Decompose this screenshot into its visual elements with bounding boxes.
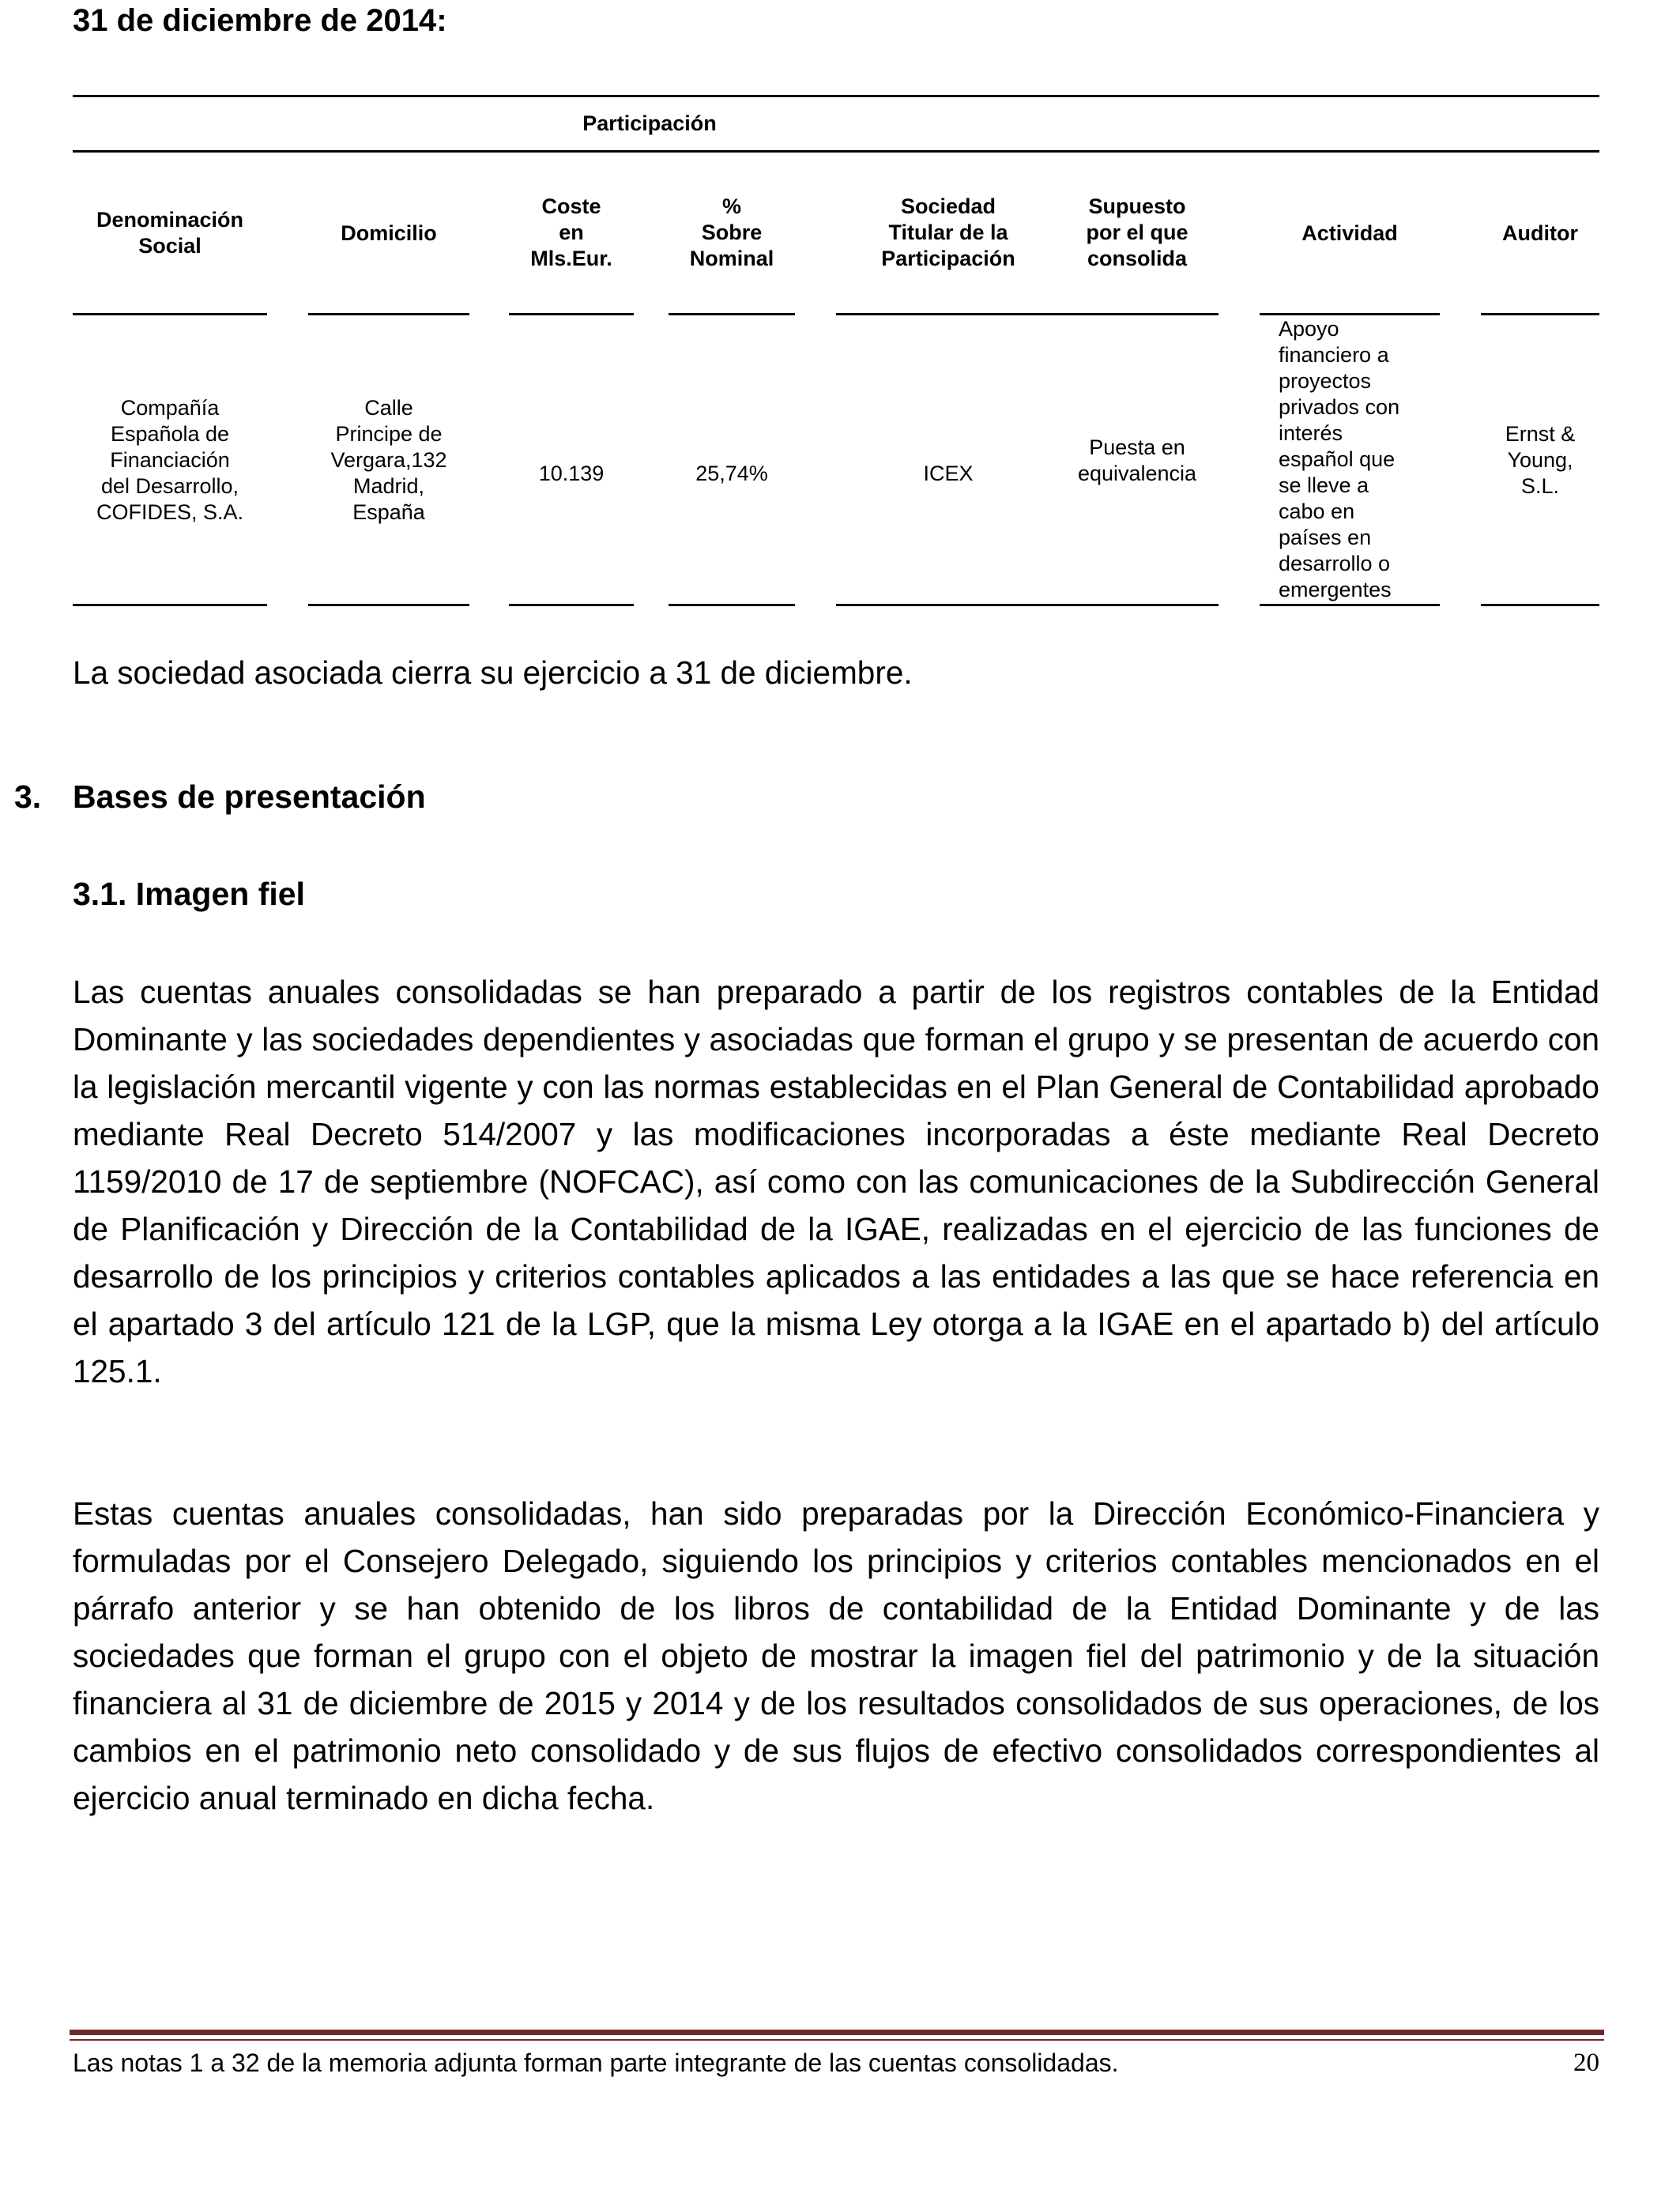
subsection-title: 3.1. Imagen fiel <box>73 876 305 912</box>
cell-titular: ICEX <box>923 462 974 485</box>
section-number: 3. <box>14 778 42 815</box>
table-group-header: Participación <box>582 111 717 135</box>
cell-denominacion: Compañía Española de Financiación del Desarrollo, COFIDES, S.A. <box>96 396 244 524</box>
col-header-auditor: Auditor <box>1502 221 1578 245</box>
header-underline <box>836 313 1219 315</box>
row-underline <box>1260 604 1440 606</box>
header-underline <box>509 313 634 315</box>
col-header-domicilio: Domicilio <box>341 221 437 245</box>
header-underline <box>1481 313 1599 315</box>
col-header-titular: Sociedad Titular de la Participación <box>881 194 1015 270</box>
table-group-rule <box>73 150 1599 153</box>
paragraph-imagen-fiel-1: Las cuentas anuales consolidadas se han preparado a partir de los registros contables de la Entidad Dominante y las sociedades dependientes y asociadas que forman el grupo y se presentan de acuerdo con la legislación mercantil vigente y con las normas establecidas en el Plan General de Contabilidad aprobado mediante Real Decreto 514/2007 y las modificaciones incorporadas a éste mediante Real Decreto 1159/2010 de 17 de septiembre (NOFCAC), así como con las comunicaciones de la Subdirección General de Planificación y Dirección de la Contabilidad de la IGAE, realizadas en el ejercicio de las funciones de desarrollo de los principios y criterios contables aplicados a las entidades a las que se hace referencia en el apartado 3 del artículo 121 de la LGP, que la misma Ley otorga a la IGAE en el apartado b) del artículo 125.1. <box>73 974 1599 1389</box>
footer-rule-thick <box>70 2030 1604 2035</box>
footer-rule-thin <box>70 2039 1604 2041</box>
row-underline <box>836 604 1219 606</box>
cell-actividad: Apoyo financiero a proyectos privados con interés español que se lleve a cabo en países en desarrollo o emergentes <box>1279 317 1400 601</box>
col-header-denominacion: Denominación Social <box>96 208 244 258</box>
row-underline <box>73 604 267 606</box>
col-header-coste: Coste en Mls.Eur. <box>530 194 612 270</box>
cell-supuesto: Puesta en equivalencia <box>1077 435 1197 485</box>
header-underline <box>308 313 469 315</box>
row-underline <box>308 604 469 606</box>
cell-porcentaje: 25,74% <box>695 462 768 485</box>
header-underline <box>669 313 795 315</box>
header-underline <box>73 313 267 315</box>
col-header-porcentaje: % Sobre Nominal <box>689 194 774 270</box>
section-title: Bases de presentación <box>73 778 426 815</box>
row-underline <box>1481 604 1599 606</box>
col-header-supuesto: Supuesto por el que consolida <box>1086 194 1188 270</box>
row-underline <box>669 604 795 606</box>
cell-domicilio: Calle Principe de Vergara,132 Madrid, España <box>330 396 447 524</box>
table-note: La sociedad asociada cierra su ejercicio a 31 de diciembre. <box>73 654 913 691</box>
page-number: 20 <box>1573 2049 1599 2077</box>
cell-coste: 10.139 <box>538 462 605 485</box>
row-underline <box>509 604 634 606</box>
header-underline <box>1260 313 1440 315</box>
cell-auditor: Ernst & Young, S.L. <box>1505 422 1576 498</box>
col-header-actividad: Actividad <box>1301 221 1398 245</box>
table-top-rule <box>73 95 1599 97</box>
paragraph-imagen-fiel-2: Estas cuentas anuales consolidadas, han sido preparadas por la Dirección Económico-Financiera y formuladas por el Consejero Delegado, siguiendo los principios y criterios contables mencionados en el párrafo anterior y se han obtenido de los libros de contabilidad de la Entidad Dominante y de las sociedades que forman el grupo con el objeto de mostrar la imagen fiel del patrimonio y de la situación financiera al 31 de diciembre de 2015 y 2014 y de los resultados consolidados de sus operaciones, de los cambios en el patrimonio neto consolidado y de sus flujos de efectivo consolidados correspondientes al ejercicio anual terminado en dicha fecha. <box>73 1495 1599 1816</box>
footer-note: Las notas 1 a 32 de la memoria adjunta forman parte integrante de las cuentas consolidadas. <box>73 2049 1119 2077</box>
page-heading: 31 de diciembre de 2014: <box>73 3 447 38</box>
